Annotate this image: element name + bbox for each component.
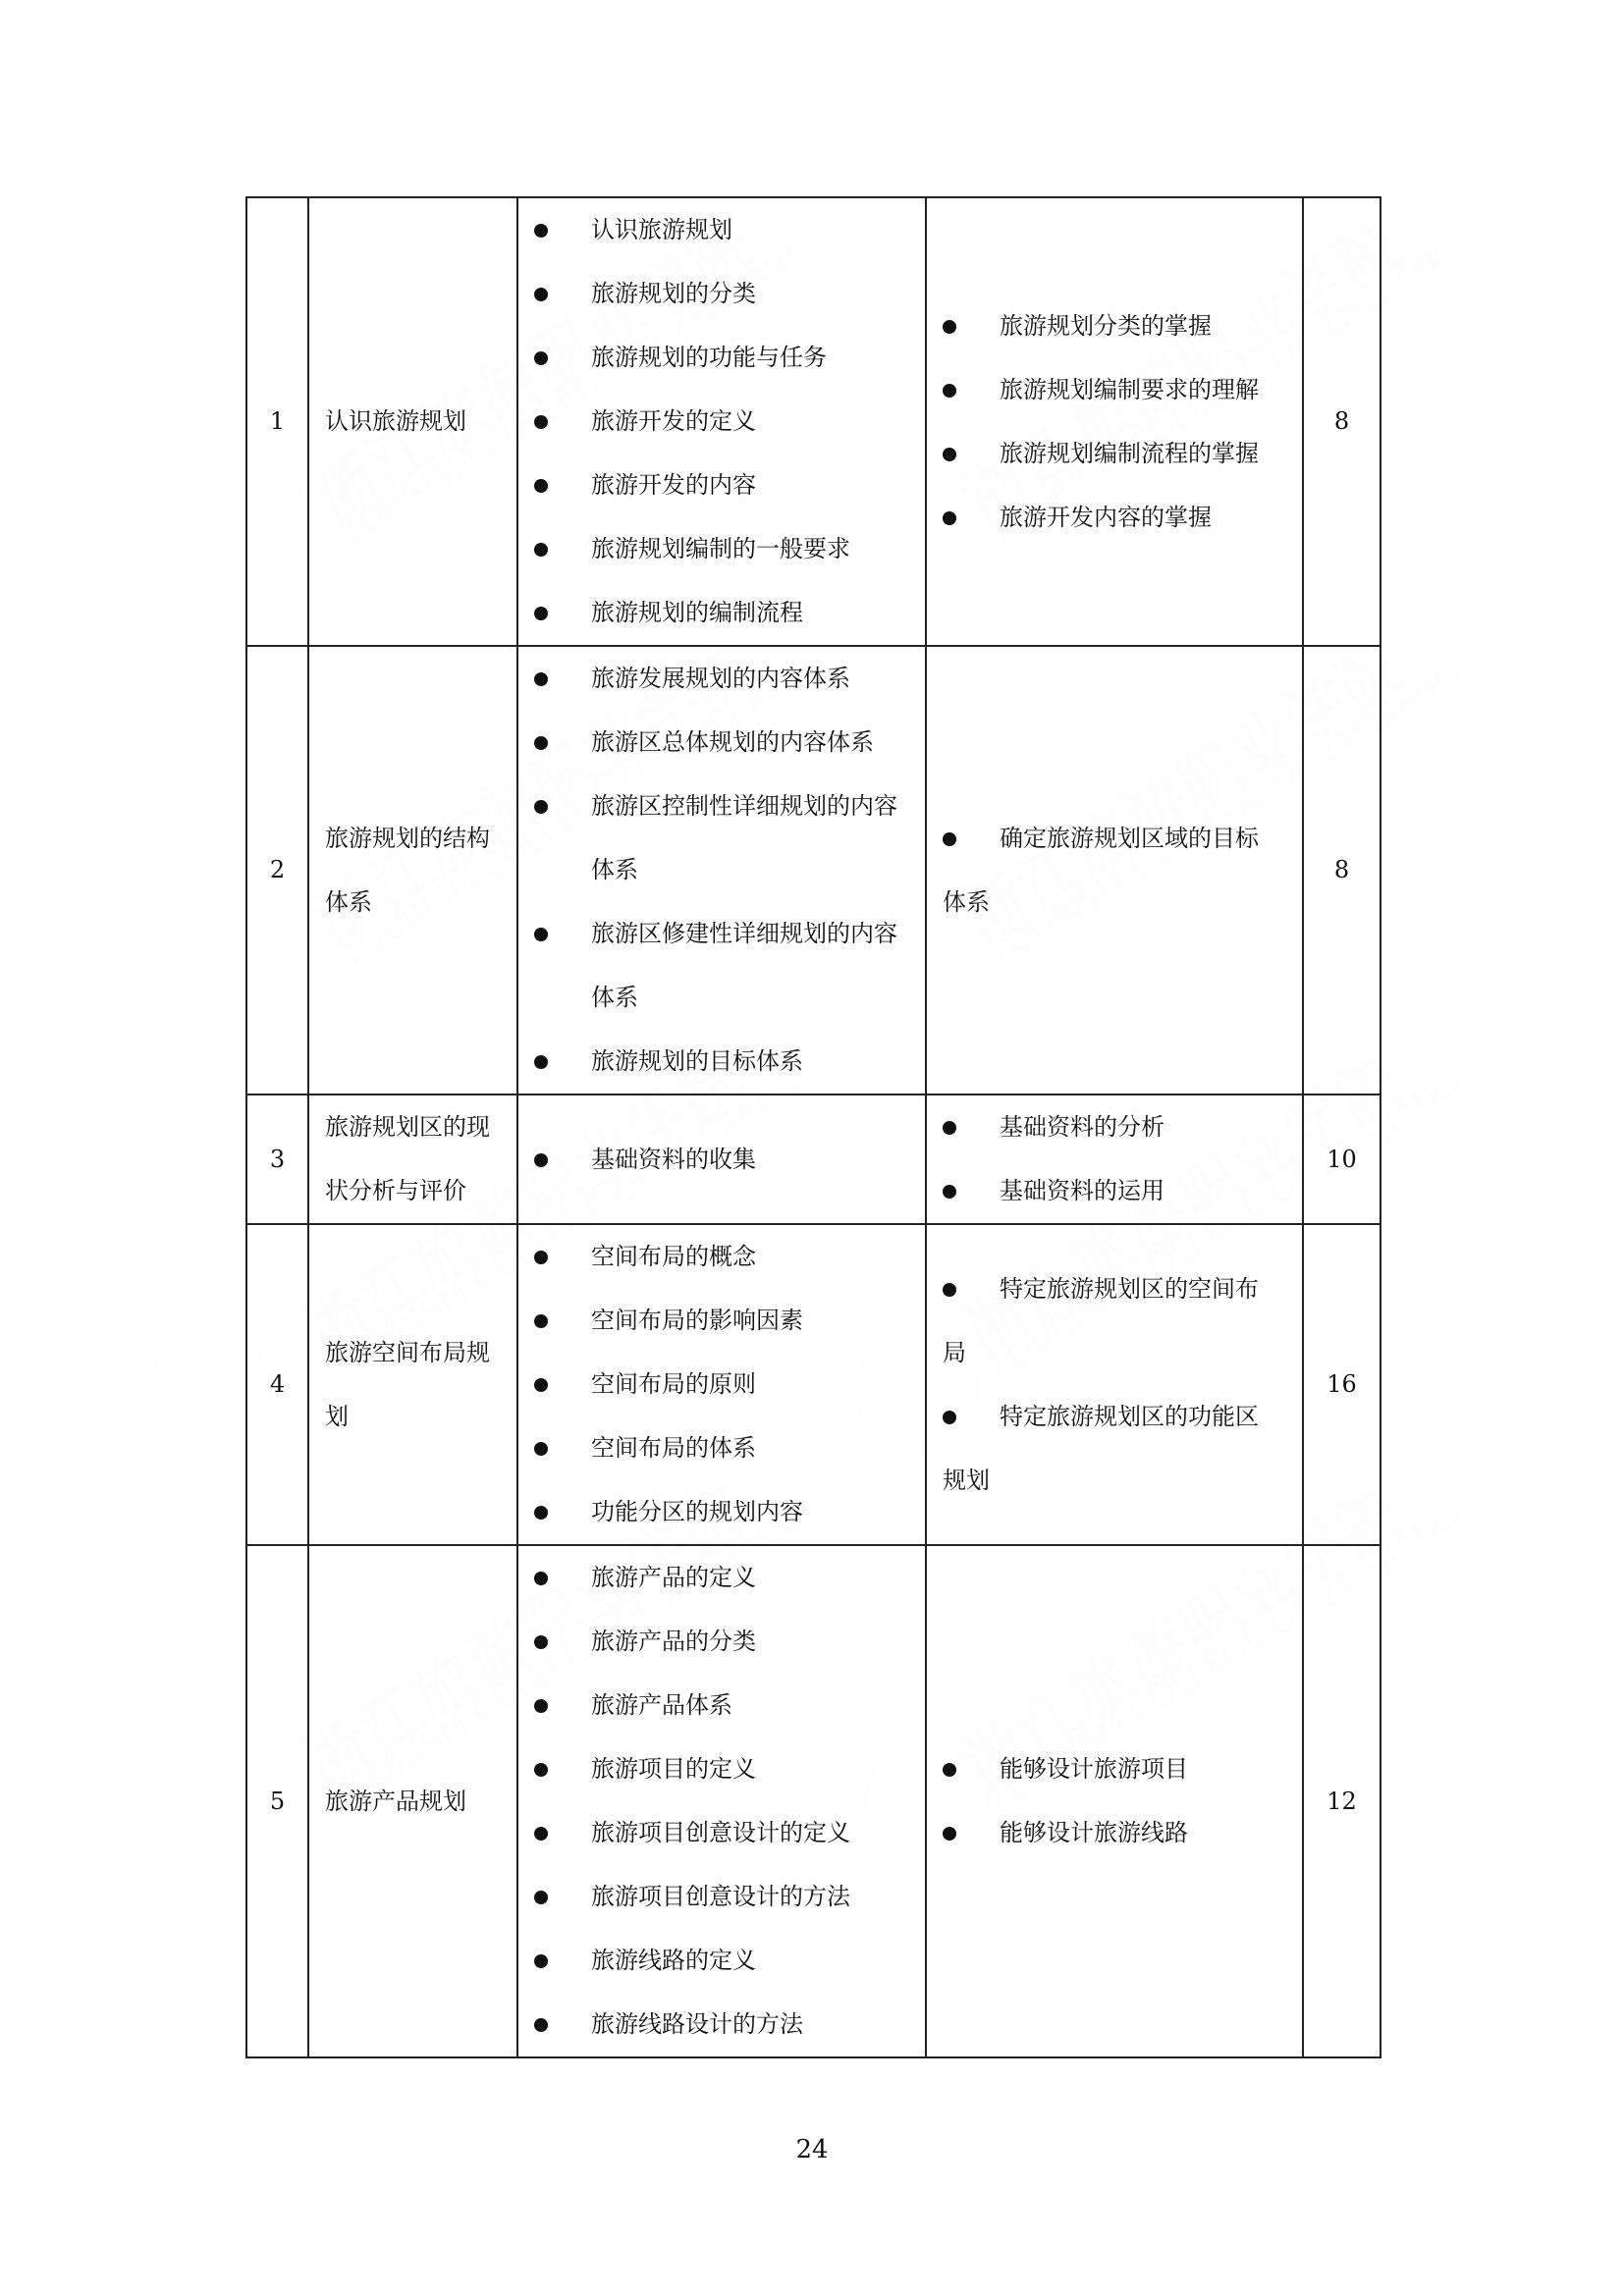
content-cell xyxy=(517,646,926,1095)
content-cell xyxy=(517,1095,926,1224)
row-number: 2 xyxy=(246,646,308,1095)
ability-cell xyxy=(926,1224,1303,1545)
row-hours: 8 xyxy=(1303,197,1380,646)
list-item: 旅游开发内容的掌握 xyxy=(927,486,1302,550)
ability-item xyxy=(927,1257,1302,1385)
ability-list xyxy=(927,1737,1302,1865)
content-list xyxy=(518,198,925,645)
ability-line: 规划 xyxy=(943,1466,990,1494)
list-item: 功能分区的规划内容 xyxy=(518,1480,925,1544)
row-title xyxy=(308,197,517,646)
content-list xyxy=(518,1225,925,1544)
row-number: 1 xyxy=(246,197,308,646)
row-title-line: 旅游规划区的现 xyxy=(325,1113,490,1141)
row-title xyxy=(308,1545,517,2057)
list-item: 旅游项目创意设计的方法 xyxy=(518,1865,925,1929)
list-item: 空间布局的概念 xyxy=(518,1225,925,1289)
ability-cell xyxy=(926,1545,1303,2057)
row-title-line: 体系 xyxy=(325,887,372,916)
row-number: 4 xyxy=(246,1224,308,1545)
list-item: 旅游产品的分类 xyxy=(518,1610,925,1674)
list-item: 旅游项目的定义 xyxy=(518,1737,925,1801)
curriculum-table xyxy=(245,196,1381,2058)
list-item: 旅游区总体规划的内容体系 xyxy=(518,711,925,774)
page-number: 24 xyxy=(795,2135,829,2164)
row-title-line: 旅游空间布局规 xyxy=(325,1338,490,1366)
list-item: 旅游规划的分类 xyxy=(518,262,925,326)
list-item: 旅游规划的功能与任务 xyxy=(518,326,925,390)
row-title-line: 状分析与评价 xyxy=(325,1177,466,1204)
content-list xyxy=(518,647,925,1094)
ability-item xyxy=(927,807,1302,934)
table-row xyxy=(246,197,1380,646)
content-list xyxy=(518,1546,925,2056)
list-item-line: 体系 xyxy=(591,984,638,1011)
list-item: 能够设计旅游线路 xyxy=(927,1801,1302,1865)
content-list xyxy=(518,1128,925,1192)
list-item: 旅游规划的编制流程 xyxy=(518,581,925,645)
row-title-line: 旅游规划的结构 xyxy=(325,824,490,852)
row-title-line: 旅游产品规划 xyxy=(325,1787,466,1815)
list-item: 旅游产品的定义 xyxy=(518,1546,925,1610)
table-row xyxy=(246,1545,1380,2057)
ability-cell xyxy=(926,197,1303,646)
row-number: 3 xyxy=(246,1095,308,1224)
ability-item xyxy=(927,1385,1302,1513)
ability-line: 确定旅游规划区域的目标 xyxy=(927,807,1302,871)
table-row xyxy=(246,1224,1380,1545)
content-cell xyxy=(517,197,926,646)
table-row xyxy=(246,1095,1380,1224)
content-cell xyxy=(517,1545,926,2057)
list-item xyxy=(518,774,925,902)
ability-line: 特定旅游规划区的功能区 xyxy=(927,1385,1302,1449)
ability-cell xyxy=(926,1095,1303,1224)
list-item: 旅游开发的定义 xyxy=(518,390,925,454)
list-item: 旅游线路设计的方法 xyxy=(518,1993,925,2056)
list-item: 旅游规划编制要求的理解 xyxy=(927,358,1302,422)
list-item: 空间布局的体系 xyxy=(518,1416,925,1480)
list-item: 基础资料的分析 xyxy=(927,1095,1302,1159)
ability-cell xyxy=(926,646,1303,1095)
row-hours: 16 xyxy=(1303,1224,1380,1545)
ability-line: 局 xyxy=(943,1338,966,1366)
row-hours: 8 xyxy=(1303,646,1380,1095)
list-item: 空间布局的影响因素 xyxy=(518,1289,925,1353)
ability-line: 体系 xyxy=(943,887,990,916)
list-item: 认识旅游规划 xyxy=(518,198,925,262)
list-item-line: 旅游区修建性详细规划的内容 xyxy=(591,920,897,947)
ability-list xyxy=(927,1095,1302,1223)
list-item: 旅游规划的目标体系 xyxy=(518,1030,925,1094)
row-title xyxy=(308,1224,517,1545)
ability-list xyxy=(927,294,1302,550)
table-row xyxy=(246,646,1380,1095)
content-cell xyxy=(517,1224,926,1545)
list-item: 基础资料的收集 xyxy=(518,1128,925,1192)
list-item: 旅游项目创意设计的定义 xyxy=(518,1801,925,1865)
list-item: 旅游开发的内容 xyxy=(518,454,925,517)
row-title-line: 划 xyxy=(325,1402,349,1430)
list-item: 旅游规划编制流程的掌握 xyxy=(927,422,1302,486)
list-item: 旅游规划编制的一般要求 xyxy=(518,517,925,581)
list-item-line: 体系 xyxy=(591,856,638,883)
row-title-line: 认识旅游规划 xyxy=(325,407,466,435)
row-number: 5 xyxy=(246,1545,308,2057)
row-title xyxy=(308,646,517,1095)
ability-line: 特定旅游规划区的空间布 xyxy=(927,1257,1302,1321)
row-hours: 12 xyxy=(1303,1545,1380,2057)
list-item: 基础资料的运用 xyxy=(927,1159,1302,1223)
list-item: 旅游线路的定义 xyxy=(518,1929,925,1993)
row-hours: 10 xyxy=(1303,1095,1380,1224)
list-item: 旅游规划分类的掌握 xyxy=(927,294,1302,358)
list-item: 旅游产品体系 xyxy=(518,1674,925,1737)
row-title xyxy=(308,1095,517,1224)
list-item: 旅游发展规划的内容体系 xyxy=(518,647,925,711)
list-item-line: 旅游区控制性详细规划的内容 xyxy=(591,792,897,820)
list-item: 空间布局的原则 xyxy=(518,1353,925,1416)
list-item: 能够设计旅游项目 xyxy=(927,1737,1302,1801)
list-item xyxy=(518,902,925,1030)
